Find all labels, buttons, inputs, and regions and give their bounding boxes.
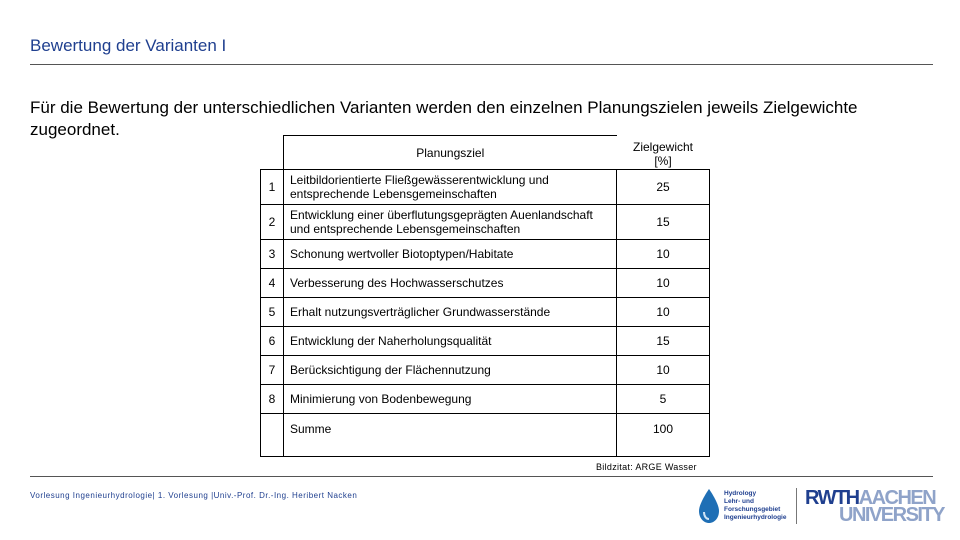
row-weight: 10 (617, 240, 710, 269)
table-row (261, 205, 710, 240)
header-divider (30, 64, 933, 65)
row-goal: Leitbildorientierte Fließgewässerentwicklung und entsprechende Lebensgemeinschaften (284, 170, 617, 205)
sum-value: 100 (617, 414, 710, 457)
row-number: 7 (261, 356, 284, 385)
rwth-logo-part1: RWTH (805, 487, 859, 509)
row-weight: 15 (617, 327, 710, 356)
row-goal: Entwicklung einer überflutungsgeprägten Auenlandschaft und entsprechende Lebensgemeinschaften (284, 205, 617, 240)
row-goal: Erhalt nutzungsverträglicher Grundwasserstände (284, 298, 617, 327)
row-weight: 10 (617, 356, 710, 385)
header-zielgewicht (617, 136, 710, 170)
rwth-logo-part2: AACHEN (858, 487, 936, 509)
rwth-logo (805, 487, 945, 526)
table-row (261, 327, 710, 356)
intro-text: Für die Bewertung der unterschiedlichen Varianten werden den einzelnen Planungszielen jeweils Zielgewichte zugeordnet. (30, 98, 858, 139)
row-number: 2 (261, 205, 284, 240)
row-goal: Entwicklung der Naherholungsqualität (284, 327, 617, 356)
row-weight: 15 (617, 205, 710, 240)
hydrology-logo-line: Forschungsgebiet (724, 506, 781, 513)
row-number: 6 (261, 327, 284, 356)
table-row (261, 356, 710, 385)
header-zielgewicht-unit: [%] (654, 153, 672, 168)
hydrology-logo-line: Hydrology (724, 490, 757, 497)
row-weight: 10 (617, 269, 710, 298)
weights-table (260, 135, 710, 457)
row-goal: Minimierung von Bodenbewegung (284, 385, 617, 414)
row-number: 3 (261, 240, 284, 269)
row-goal: Berücksichtigung der Flächennutzung (284, 356, 617, 385)
table-row (261, 298, 710, 327)
row-number: 4 (261, 269, 284, 298)
table-row (261, 269, 710, 298)
hydrology-logo-line: Lehr- und (724, 498, 754, 505)
table-row (261, 170, 710, 205)
table-row (261, 385, 710, 414)
table-sum-row (261, 414, 710, 457)
sum-label: Summe (284, 414, 617, 457)
table-row (261, 240, 710, 269)
row-weight: 10 (617, 298, 710, 327)
logo-divider (796, 488, 797, 524)
hydrology-logo-line: Ingenieurhydrologie (724, 514, 787, 521)
row-goal: Schonung wertvoller Biotoptypen/Habitate (284, 240, 617, 269)
row-weight: 25 (617, 170, 710, 205)
row-number: 1 (261, 170, 284, 205)
row-goal: Verbesserung des Hochwasserschutzes (284, 269, 617, 298)
hydrology-logo (698, 488, 788, 528)
header-zielgewicht-label: Zielgewicht (632, 139, 694, 154)
slide-title: Bewertung der Varianten I (30, 36, 227, 55)
water-drop-icon (698, 488, 720, 524)
image-source: Bildzitat: ARGE Wasser (596, 462, 697, 472)
row-weight: 5 (617, 385, 710, 414)
row-number: 5 (261, 298, 284, 327)
footer-text: Vorlesung Ingenieurhydrologie| 1. Vorlesung |Univ.-Prof. Dr.-Ing. Heribert Nacken (30, 491, 358, 500)
header-planungsziel: Planungsziel (284, 136, 617, 170)
row-number: 8 (261, 385, 284, 414)
footer-divider (30, 476, 933, 477)
rwth-logo-line2: UNIVERSITY (839, 504, 945, 526)
table-header-row (261, 136, 710, 170)
